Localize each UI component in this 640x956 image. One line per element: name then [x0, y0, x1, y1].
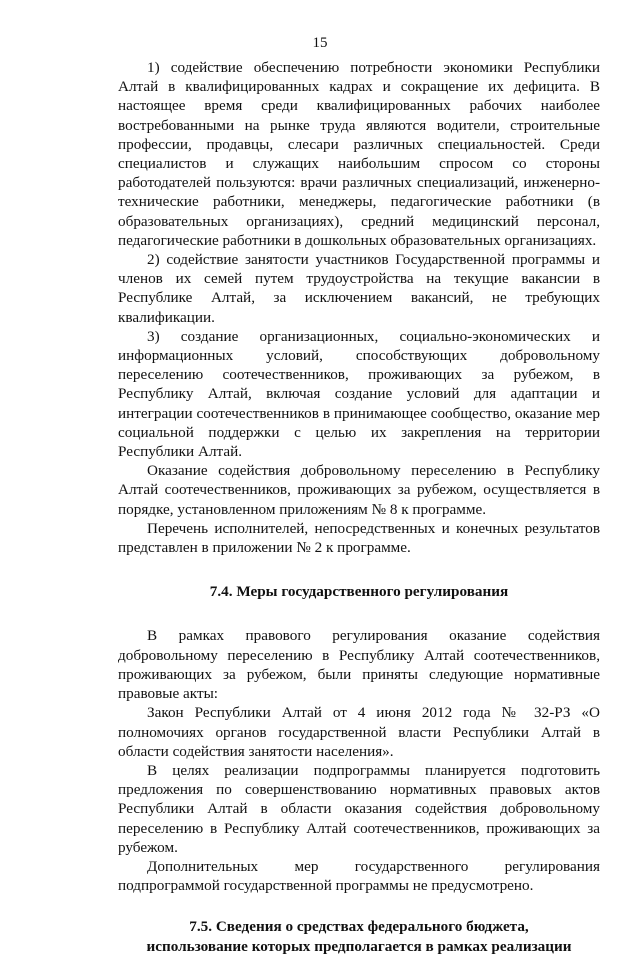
paragraph-legal-regulation: В рамках правового регулирования оказание содействия добровольному переселению в Республику Алтай соотечественников, проживающих за рубежом, были приняты следующие нормативные правовые акты:	[118, 627, 600, 703]
paragraph-additional-measures: Дополнительных мер государственного регулирования подпрограммой государственной программы не предусмотрено.	[118, 857, 600, 895]
section-heading-7-5-line2: использование которых предполагается в рамках реализации	[146, 937, 572, 955]
paragraph-item-2: 2) содействие занятости участников Государственной программы и членов их семей путем трудоустройства на текущие вакансии в Республике Алтай, за исключением вакансий, не требующих квалификации.	[118, 251, 600, 326]
paragraph-item-1: 1) содействие обеспечению потребности экономики Республики Алтай в квалифицированных кадрах и сокращение их дефицита. В настоящее время среди квалифицированных рабочих наиболее востребованными на рынке труда являются водители, строительные профессии, продавцы, слесари различных специальностей. Среди специалистов и служащих наибольшим спросом со стороны работодателей пользуются: врачи различных специализаций, инженерно-технические работники, менеджеры, педагогические работники (в образовательных организациях), средний медицинский персонал, педагогические работники в дошкольных образовательных организациях.	[118, 59, 600, 249]
section-heading-7-5	[118, 917, 600, 955]
section-heading-7-5-line1: 7.5. Сведения о средствах федерального бюджета,	[189, 918, 529, 936]
section-heading-7-4: 7.4. Меры государственного регулирования	[209, 583, 509, 601]
paragraph-law: Закон Республики Алтай от 4 июня 2012 года № 32-РЗ «О полномочиях органов государственной власти Республики Алтай в области содействия занятости населения».	[118, 704, 600, 760]
paragraph-procedure: Оказание содействия добровольному переселению в Республику Алтай соотечественников, проживающих за рубежом, осуществляется в порядке, установленном приложениям № 8 к программе.	[118, 462, 600, 518]
paragraph-proposals: В целях реализации подпрограммы планируется подготовить предложения по совершенствованию нормативных правовых актов Республики Алтай в области оказания содействия добровольному переселению в Республику Алтай соотечественников, проживающих за рубежом.	[118, 761, 600, 856]
paragraph-executors: Перечень исполнителей, непосредственных и конечных результатов представлен в приложении № 2 к программе.	[118, 519, 600, 557]
document-body	[118, 58, 600, 956]
paragraph-item-3: 3) создание организационных, социально-экономических и информационных условий, способствующих добровольному переселению соотечественников, проживающих за рубежом, в Республику Алтай, включая создание условий для адаптации и интеграции соотечественников в принимающее сообщество, оказание мер социальной поддержки с целью их закрепления на территории Республики Алтай.	[118, 327, 600, 461]
page-number: 15	[312, 35, 328, 51]
